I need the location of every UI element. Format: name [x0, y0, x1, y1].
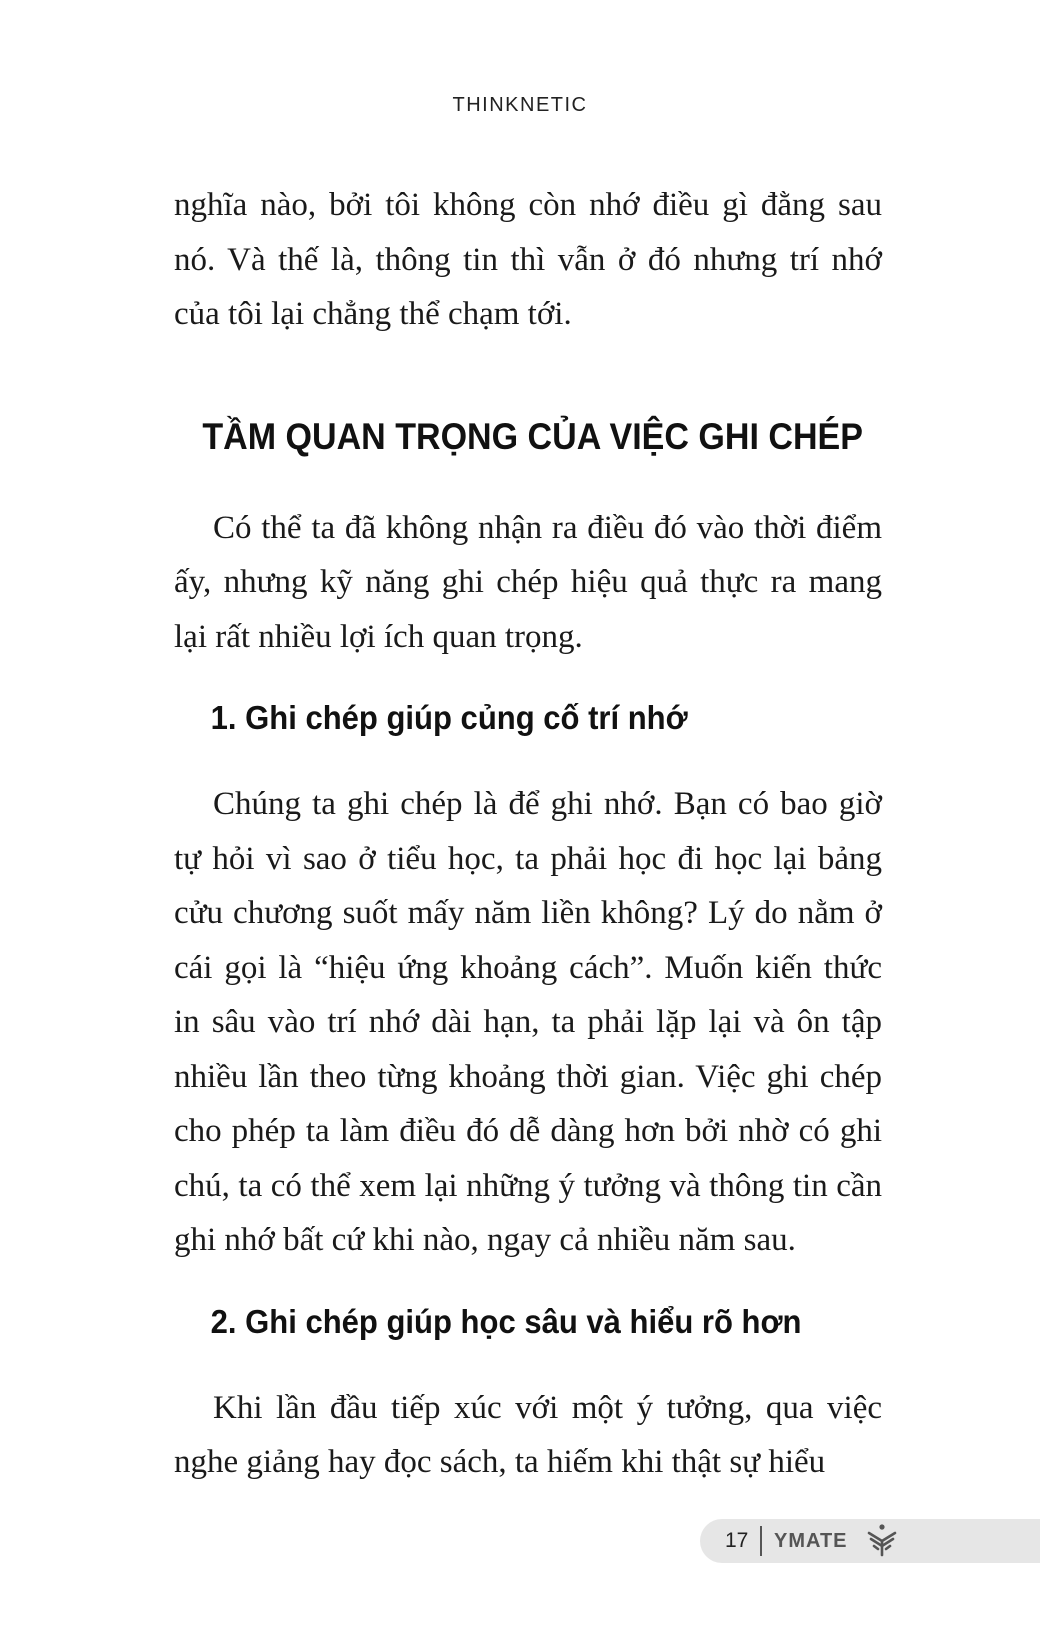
page-body [174, 178, 882, 1490]
section-title: TẦM QUAN TRỌNG CỦA VIỆC GHI CHÉP [202, 415, 863, 457]
subsection-paragraph-1: Chúng ta ghi chép là để ghi nhớ. Bạn có bao giờ tự hỏi vì sao ở tiểu học, ta phải học đi học lại bảng cửu chương suốt mấy năm liền không? Lý do nằm ở cái gọi là “hiệu ứng khoảng cách”. Muốn kiến thức in sâu vào trí nhớ dài hạn, ta phải lặp lại và ôn tập nhiều lần theo từng khoảng thời gian. Việc ghi chép cho phép ta làm điều đó dễ dàng hơn bởi nhờ có ghi chú, ta có thể xem lại những ý tưởng và thông tin cần ghi nhớ bất cứ khi nào, ngay cả nhiều năm sau. [174, 786, 882, 1258]
running-header-title: THINKNETIC [452, 94, 588, 116]
subsection-title-2: 2. Ghi chép giúp học sâu và hiểu rõ hơn [210, 1302, 802, 1340]
subsection-paragraph-2: Khi lần đầu tiếp xúc với một ý tưởng, qua việc nghe giảng hay đọc sách, ta hiếm khi thật sự hiểu [174, 1389, 882, 1480]
subsection-title-1: 1. Ghi chép giúp củng cố trí nhớ [210, 699, 688, 736]
continuation-paragraph: nghĩa nào, bởi tôi không còn nhớ điều gì đằng sau nó. Và thế là, thông tin thì vẫn ở đó nhưng trí nhớ của tôi lại chẳng thể chạm tới. [174, 187, 882, 332]
brand-name: YMATE [774, 1530, 848, 1552]
ymate-logo-icon [864, 1522, 900, 1558]
footer-divider [760, 1526, 762, 1556]
page-number: 17 [725, 1529, 749, 1552]
intro-paragraph: Có thể ta đã không nhận ra điều đó vào thời điểm ấy, nhưng kỹ năng ghi chép hiệu quả thực ra mang lại rất nhiều lợi ích quan trọng. [174, 509, 882, 655]
